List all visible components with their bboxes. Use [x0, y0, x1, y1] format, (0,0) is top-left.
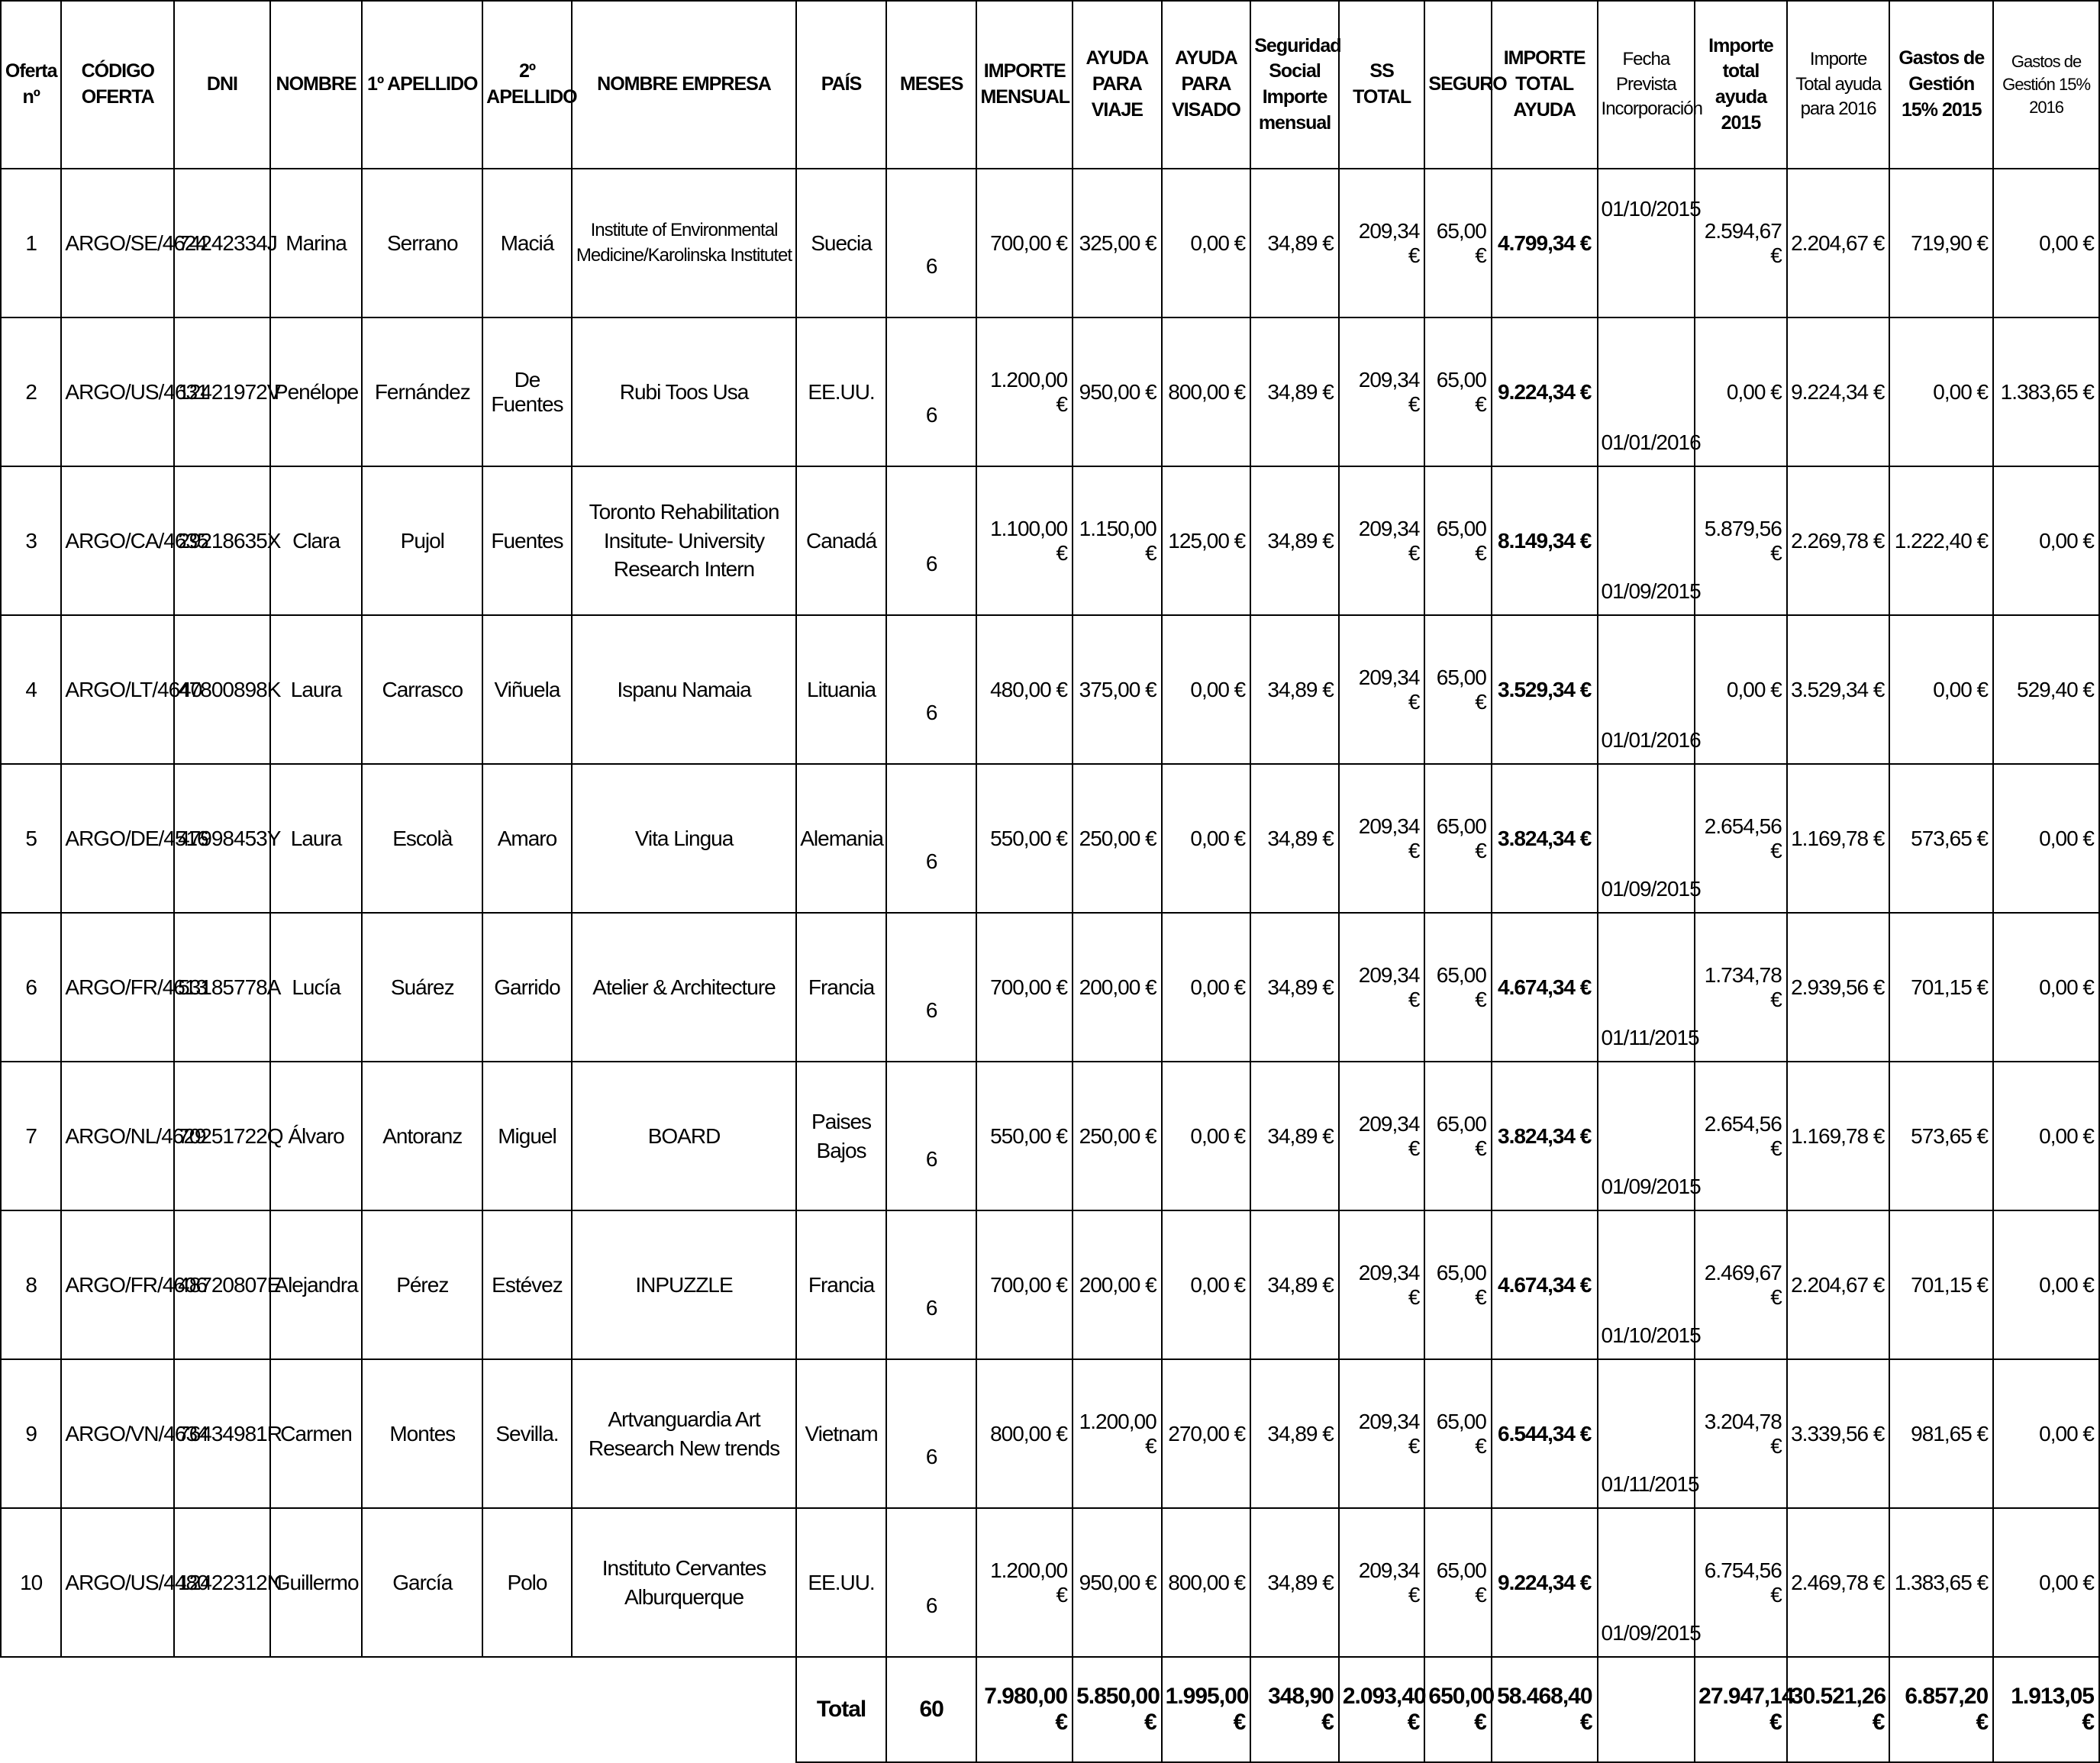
cell-ss-mensual: 34,89 € — [1250, 1062, 1339, 1210]
cell-fecha: 01/09/2015 — [1598, 1508, 1695, 1657]
cell-importe-mensual: 1.100,00 € — [976, 466, 1073, 615]
totals-ayuda-2015: 27.947,14 € — [1695, 1657, 1787, 1762]
cell-ayuda-2015: 5.879,56 € — [1695, 466, 1787, 615]
cell-ayuda-viaje: 950,00 € — [1073, 317, 1162, 466]
cell-ayuda-2015: 2.654,56 € — [1695, 764, 1787, 913]
cell-fecha: 01/11/2015 — [1598, 1359, 1695, 1508]
cell-gastos-2015: 573,65 € — [1889, 1062, 1993, 1210]
cell-gastos-2016: 0,00 € — [1993, 169, 2099, 317]
cell-seguro: 65,00 € — [1424, 1210, 1491, 1359]
cell-importe-mensual: 700,00 € — [976, 1210, 1073, 1359]
cell-ayuda-viaje: 325,00 € — [1073, 169, 1162, 317]
col-header-ayuda-visado: AYUDA PARA VISADO — [1162, 1, 1251, 169]
cell-empresa: Vita Lingua — [572, 764, 796, 913]
cell-importe-total: 6.544,34 € — [1492, 1359, 1598, 1508]
cell-oferta-num: 1 — [1, 169, 61, 317]
cell-pais: EE.UU. — [796, 1508, 886, 1657]
cell-apellido1: Antoranz — [362, 1062, 482, 1210]
col-header-importe-mensual: IMPORTE MENSUAL — [976, 1, 1073, 169]
cell-codigo-oferta: ARGO/DE/4516 — [61, 764, 174, 913]
cell-meses: 6 — [886, 1210, 977, 1359]
cell-importe-mensual: 480,00 € — [976, 615, 1073, 764]
cell-oferta-num: 6 — [1, 913, 61, 1062]
cell-ss-mensual: 34,89 € — [1250, 1210, 1339, 1359]
cell-ayuda-2015: 2.654,56 € — [1695, 1062, 1787, 1210]
cell-ss-total: 209,34 € — [1339, 1062, 1425, 1210]
table-row — [1, 1062, 2099, 1210]
totals-importe-mensual: 7.980,00 € — [976, 1657, 1073, 1762]
cell-importe-total: 3.824,34 € — [1492, 1062, 1598, 1210]
cell-meses: 6 — [886, 317, 977, 466]
cell-apellido2: Sevilla. — [482, 1359, 572, 1508]
cell-apellido1: Fernández — [362, 317, 482, 466]
cell-importe-total: 4.799,34 € — [1492, 169, 1598, 317]
cell-meses: 6 — [886, 169, 977, 317]
cell-apellido2: De Fuentes — [482, 317, 572, 466]
cell-ss-total: 209,34 € — [1339, 913, 1425, 1062]
table-row — [1, 764, 2099, 913]
cell-codigo-oferta: ARGO/CA/4635 — [61, 466, 174, 615]
cell-fecha: 01/01/2016 — [1598, 615, 1695, 764]
cell-ayuda-viaje: 200,00 € — [1073, 1210, 1162, 1359]
cell-fecha: 01/10/2015 — [1598, 169, 1695, 317]
cell-importe-mensual: 1.200,00 € — [976, 1508, 1073, 1657]
cell-apellido1: Carrasco — [362, 615, 482, 764]
table-row — [1, 1359, 2099, 1508]
cell-ayuda-2016: 3.529,34 € — [1787, 615, 1890, 764]
cell-dni: 12422312N — [174, 1508, 270, 1657]
totals-fecha — [1598, 1657, 1695, 1762]
cell-meses: 6 — [886, 913, 977, 1062]
cell-ayuda-viaje: 250,00 € — [1073, 764, 1162, 913]
cell-empresa: Ispanu Namaia — [572, 615, 796, 764]
cell-pais: Canadá — [796, 466, 886, 615]
cell-ayuda-2016: 1.169,78 € — [1787, 764, 1890, 913]
cell-gastos-2015: 0,00 € — [1889, 317, 1993, 466]
cell-oferta-num: 10 — [1, 1508, 61, 1657]
cell-ss-mensual: 34,89 € — [1250, 615, 1339, 764]
cell-apellido1: Suárez — [362, 913, 482, 1062]
cell-apellido1: Pérez — [362, 1210, 482, 1359]
cell-ayuda-viaje: 375,00 € — [1073, 615, 1162, 764]
cell-nombre: Laura — [270, 764, 363, 913]
cell-importe-total: 9.224,34 € — [1492, 317, 1598, 466]
cell-empresa: BOARD — [572, 1062, 796, 1210]
cell-gastos-2015: 701,15 € — [1889, 913, 1993, 1062]
col-header-nombre: NOMBRE — [270, 1, 363, 169]
cell-ss-mensual: 34,89 € — [1250, 764, 1339, 913]
cell-codigo-oferta: ARGO/LT/4640 — [61, 615, 174, 764]
totals-label: Total — [796, 1657, 886, 1762]
cell-oferta-num: 2 — [1, 317, 61, 466]
cell-codigo-oferta: ARGO/VN/4634 — [61, 1359, 174, 1508]
cell-dni: 47800898K — [174, 615, 270, 764]
cell-importe-total: 4.674,34 € — [1492, 913, 1598, 1062]
cell-ss-total: 209,34 € — [1339, 317, 1425, 466]
cell-nombre: Penélope — [270, 317, 363, 466]
cell-ayuda-visado: 800,00 € — [1162, 317, 1251, 466]
cell-importe-total: 3.824,34 € — [1492, 764, 1598, 913]
cell-ayuda-2016: 2.204,67 € — [1787, 1210, 1890, 1359]
cell-gastos-2015: 981,65 € — [1889, 1359, 1993, 1508]
cell-ayuda-visado: 0,00 € — [1162, 615, 1251, 764]
cell-ayuda-2015: 0,00 € — [1695, 615, 1787, 764]
cell-seguro: 65,00 € — [1424, 913, 1491, 1062]
cell-ayuda-2016: 2.269,78 € — [1787, 466, 1890, 615]
cell-ayuda-visado: 800,00 € — [1162, 1508, 1251, 1657]
totals-ayuda-viaje: 5.850,00 € — [1073, 1657, 1162, 1762]
cell-nombre: Lucía — [270, 913, 363, 1062]
cell-seguro: 65,00 € — [1424, 764, 1491, 913]
cell-ayuda-viaje: 200,00 € — [1073, 913, 1162, 1062]
cell-gastos-2016: 0,00 € — [1993, 913, 2099, 1062]
cell-gastos-2016: 0,00 € — [1993, 1062, 2099, 1210]
cell-gastos-2016: 529,40 € — [1993, 615, 2099, 764]
cell-ayuda-2016: 9.224,34 € — [1787, 317, 1890, 466]
cell-codigo-oferta: ARGO/FR/4606 — [61, 1210, 174, 1359]
cell-pais: Suecia — [796, 169, 886, 317]
cell-dni: 74242334J — [174, 169, 270, 317]
cell-seguro: 65,00 € — [1424, 317, 1491, 466]
cell-gastos-2015: 0,00 € — [1889, 615, 1993, 764]
cell-dni: 12421972V — [174, 317, 270, 466]
cell-nombre: Clara — [270, 466, 363, 615]
col-header-gastos-2016: Gastos de Gestión 15% 2016 — [1993, 1, 2099, 169]
cell-gastos-2015: 719,90 € — [1889, 169, 1993, 317]
cell-apellido2: Estévez — [482, 1210, 572, 1359]
cell-importe-total: 4.674,34 € — [1492, 1210, 1598, 1359]
cell-ss-mensual: 34,89 € — [1250, 1359, 1339, 1508]
cell-pais: EE.UU. — [796, 317, 886, 466]
col-header-importe-total: IMPORTE TOTAL AYUDA — [1492, 1, 1598, 169]
cell-apellido1: Escolà — [362, 764, 482, 913]
cell-ayuda-2015: 0,00 € — [1695, 317, 1787, 466]
cell-apellido2: Amaro — [482, 764, 572, 913]
cell-pais: Lituania — [796, 615, 886, 764]
table-row — [1, 913, 2099, 1062]
cell-codigo-oferta: ARGO/FR/4613 — [61, 913, 174, 1062]
cell-codigo-oferta: ARGO/NL/4629 — [61, 1062, 174, 1210]
cell-empresa: Rubi Toos Usa — [572, 317, 796, 466]
cell-gastos-2015: 1.222,40 € — [1889, 466, 1993, 615]
cell-ss-total: 209,34 € — [1339, 169, 1425, 317]
cell-apellido2: Garrido — [482, 913, 572, 1062]
cell-fecha: 01/09/2015 — [1598, 764, 1695, 913]
cell-ss-total: 209,34 € — [1339, 1359, 1425, 1508]
cell-ayuda-2016: 2.939,56 € — [1787, 913, 1890, 1062]
cell-apellido2: Miguel — [482, 1062, 572, 1210]
cell-meses: 6 — [886, 1062, 977, 1210]
table-body — [1, 169, 2099, 1657]
cell-empresa: Artvanguardia Art Research New trends — [572, 1359, 796, 1508]
cell-gastos-2016: 0,00 € — [1993, 1508, 2099, 1657]
cell-gastos-2016: 0,00 € — [1993, 1359, 2099, 1508]
cell-pais: Vietnam — [796, 1359, 886, 1508]
col-header-codigo-oferta: CÓDIGO OFERTA — [61, 1, 174, 169]
cell-ayuda-2016: 2.469,78 € — [1787, 1508, 1890, 1657]
cell-meses: 6 — [886, 764, 977, 913]
cell-importe-mensual: 700,00 € — [976, 913, 1073, 1062]
totals-meses: 60 — [886, 1657, 977, 1762]
cell-seguro: 65,00 € — [1424, 466, 1491, 615]
totals-row — [1, 1657, 2099, 1762]
cell-ayuda-visado: 0,00 € — [1162, 913, 1251, 1062]
cell-ss-mensual: 34,89 € — [1250, 317, 1339, 466]
cell-ayuda-2016: 3.339,56 € — [1787, 1359, 1890, 1508]
header-row — [1, 1, 2099, 169]
cell-importe-mensual: 1.200,00 € — [976, 317, 1073, 466]
table-row — [1, 1210, 2099, 1359]
cell-ayuda-viaje: 1.200,00 € — [1073, 1359, 1162, 1508]
cell-empresa: Institute of Environmental Medicine/Karolinska Institutet — [572, 169, 796, 317]
cell-importe-mensual: 550,00 € — [976, 764, 1073, 913]
cell-oferta-num: 3 — [1, 466, 61, 615]
col-header-apellido2: 2º APELLIDO — [482, 1, 572, 169]
cell-ayuda-2015: 6.754,56 € — [1695, 1508, 1787, 1657]
cell-apellido2: Maciá — [482, 169, 572, 317]
cell-meses: 6 — [886, 1508, 977, 1657]
cell-gastos-2016: 1.383,65 € — [1993, 317, 2099, 466]
cell-ss-total: 209,34 € — [1339, 764, 1425, 913]
cell-fecha: 01/09/2015 — [1598, 1062, 1695, 1210]
cell-ss-total: 209,34 € — [1339, 1210, 1425, 1359]
cell-nombre: Laura — [270, 615, 363, 764]
cell-nombre: Marina — [270, 169, 363, 317]
totals-importe-total: 58.468,40 € — [1492, 1657, 1598, 1762]
cell-gastos-2016: 0,00 € — [1993, 1210, 2099, 1359]
cell-gastos-2015: 573,65 € — [1889, 764, 1993, 913]
table-row — [1, 1508, 2099, 1657]
cell-ayuda-viaje: 1.150,00 € — [1073, 466, 1162, 615]
totals-spacer-2 — [572, 1657, 796, 1762]
cell-ss-mensual: 34,89 € — [1250, 1508, 1339, 1657]
cell-codigo-oferta: ARGO/SE/4624 — [61, 169, 174, 317]
cell-ss-mensual: 34,89 € — [1250, 169, 1339, 317]
cell-meses: 6 — [886, 615, 977, 764]
cell-pais: Alemania — [796, 764, 886, 913]
cell-codigo-oferta: ARGO/US/4480 — [61, 1508, 174, 1657]
cell-ayuda-2016: 1.169,78 € — [1787, 1062, 1890, 1210]
cell-fecha: 01/11/2015 — [1598, 913, 1695, 1062]
cell-importe-mensual: 550,00 € — [976, 1062, 1073, 1210]
cell-gastos-2016: 0,00 € — [1993, 466, 2099, 615]
cell-importe-mensual: 700,00 € — [976, 169, 1073, 317]
cell-meses: 6 — [886, 466, 977, 615]
col-header-pais: PAÍS — [796, 1, 886, 169]
table-row — [1, 466, 2099, 615]
col-header-empresa: NOMBRE EMPRESA — [572, 1, 796, 169]
cell-ayuda-visado: 0,00 € — [1162, 169, 1251, 317]
cell-empresa: Atelier & Architecture — [572, 913, 796, 1062]
cell-apellido2: Viñuela — [482, 615, 572, 764]
cell-dni: 76434981R — [174, 1359, 270, 1508]
cell-dni: 29218635X — [174, 466, 270, 615]
col-header-ss-total: SS TOTAL — [1339, 1, 1425, 169]
col-header-seguro: SEGURO — [1424, 1, 1491, 169]
cell-nombre: Álvaro — [270, 1062, 363, 1210]
cell-importe-total: 3.529,34 € — [1492, 615, 1598, 764]
cell-oferta-num: 5 — [1, 764, 61, 913]
cell-importe-total: 9.224,34 € — [1492, 1508, 1598, 1657]
cell-apellido1: Serrano — [362, 169, 482, 317]
col-header-oferta: Oferta nº — [1, 1, 61, 169]
cell-dni: 48720807E — [174, 1210, 270, 1359]
cell-nombre: Guillermo — [270, 1508, 363, 1657]
totals-ss-total: 2.093,40 € — [1339, 1657, 1425, 1762]
cell-ayuda-visado: 270,00 € — [1162, 1359, 1251, 1508]
cell-seguro: 65,00 € — [1424, 1359, 1491, 1508]
table-row — [1, 615, 2099, 764]
cell-apellido1: García — [362, 1508, 482, 1657]
cell-fecha: 01/01/2016 — [1598, 317, 1695, 466]
cell-ayuda-viaje: 250,00 € — [1073, 1062, 1162, 1210]
cell-importe-mensual: 800,00 € — [976, 1359, 1073, 1508]
cell-nombre: Carmen — [270, 1359, 363, 1508]
cell-ayuda-viaje: 950,00 € — [1073, 1508, 1162, 1657]
cell-ayuda-2015: 3.204,78 € — [1695, 1359, 1787, 1508]
cell-empresa: Toronto Rehabilitation Insitute- University Research Intern — [572, 466, 796, 615]
cell-dni: 70251722Q — [174, 1062, 270, 1210]
cell-ayuda-visado: 125,00 € — [1162, 466, 1251, 615]
cell-ss-mensual: 34,89 € — [1250, 466, 1339, 615]
totals-ayuda-visado: 1.995,00 € — [1162, 1657, 1251, 1762]
cell-ss-total: 209,34 € — [1339, 615, 1425, 764]
cell-empresa: Instituto Cervantes Alburquerque — [572, 1508, 796, 1657]
cell-ayuda-2015: 2.594,67 € — [1695, 169, 1787, 317]
cell-apellido2: Polo — [482, 1508, 572, 1657]
cell-pais: Paises Bajos — [796, 1062, 886, 1210]
cell-nombre: Alejandra — [270, 1210, 363, 1359]
cell-codigo-oferta: ARGO/US/4631 — [61, 317, 174, 466]
cell-seguro: 65,00 € — [1424, 1508, 1491, 1657]
cell-fecha: 01/10/2015 — [1598, 1210, 1695, 1359]
totals-gastos-2015: 6.857,20 € — [1889, 1657, 1993, 1762]
cell-gastos-2016: 0,00 € — [1993, 764, 2099, 913]
col-header-apellido1: 1º APELLIDO — [362, 1, 482, 169]
cell-ayuda-2015: 2.469,67 € — [1695, 1210, 1787, 1359]
col-header-fecha: Fecha Prevista Incorporación — [1598, 1, 1695, 169]
table-row — [1, 169, 2099, 317]
totals-gastos-2016: 1.913,05 € — [1993, 1657, 2099, 1762]
cell-oferta-num: 9 — [1, 1359, 61, 1508]
cell-ayuda-visado: 0,00 € — [1162, 764, 1251, 913]
totals-spacer — [1, 1657, 572, 1762]
cell-apellido2: Fuentes — [482, 466, 572, 615]
cell-dni: 47998453Y — [174, 764, 270, 913]
col-header-gastos-2015: Gastos de Gestión 15% 2015 — [1889, 1, 1993, 169]
cell-importe-total: 8.149,34 € — [1492, 466, 1598, 615]
cell-ayuda-2015: 1.734,78 € — [1695, 913, 1787, 1062]
cell-ayuda-visado: 0,00 € — [1162, 1210, 1251, 1359]
cell-seguro: 65,00 € — [1424, 615, 1491, 764]
col-header-meses: MESES — [886, 1, 977, 169]
cell-seguro: 65,00 € — [1424, 1062, 1491, 1210]
col-header-dni: DNI — [174, 1, 270, 169]
cell-ayuda-visado: 0,00 € — [1162, 1062, 1251, 1210]
col-header-ss-mensual: Seguridad Social Importe mensual — [1250, 1, 1339, 169]
cell-ss-total: 209,34 € — [1339, 466, 1425, 615]
totals-ss-mensual: 348,90 € — [1250, 1657, 1339, 1762]
col-header-ayuda-viaje: AYUDA PARA VIAJE — [1073, 1, 1162, 169]
cell-apellido1: Montes — [362, 1359, 482, 1508]
cell-oferta-num: 4 — [1, 615, 61, 764]
col-header-ayuda-2015: Importe total ayuda 2015 — [1695, 1, 1787, 169]
cell-gastos-2015: 1.383,65 € — [1889, 1508, 1993, 1657]
cell-fecha: 01/09/2015 — [1598, 466, 1695, 615]
cell-ss-total: 209,34 € — [1339, 1508, 1425, 1657]
cell-gastos-2015: 701,15 € — [1889, 1210, 1993, 1359]
cell-oferta-num: 7 — [1, 1062, 61, 1210]
cell-dni: 53185778A — [174, 913, 270, 1062]
cell-pais: Francia — [796, 913, 886, 1062]
totals-seguro: 650,00 € — [1424, 1657, 1491, 1762]
cell-pais: Francia — [796, 1210, 886, 1359]
cell-apellido1: Pujol — [362, 466, 482, 615]
cell-seguro: 65,00 € — [1424, 169, 1491, 317]
cell-ss-mensual: 34,89 € — [1250, 913, 1339, 1062]
cell-oferta-num: 8 — [1, 1210, 61, 1359]
cell-ayuda-2016: 2.204,67 € — [1787, 169, 1890, 317]
table-row — [1, 317, 2099, 466]
totals-ayuda-2016: 30.521,26 € — [1787, 1657, 1890, 1762]
col-header-ayuda-2016: Importe Total ayuda para 2016 — [1787, 1, 1890, 169]
cell-empresa: INPUZZLE — [572, 1210, 796, 1359]
cell-meses: 6 — [886, 1359, 977, 1508]
